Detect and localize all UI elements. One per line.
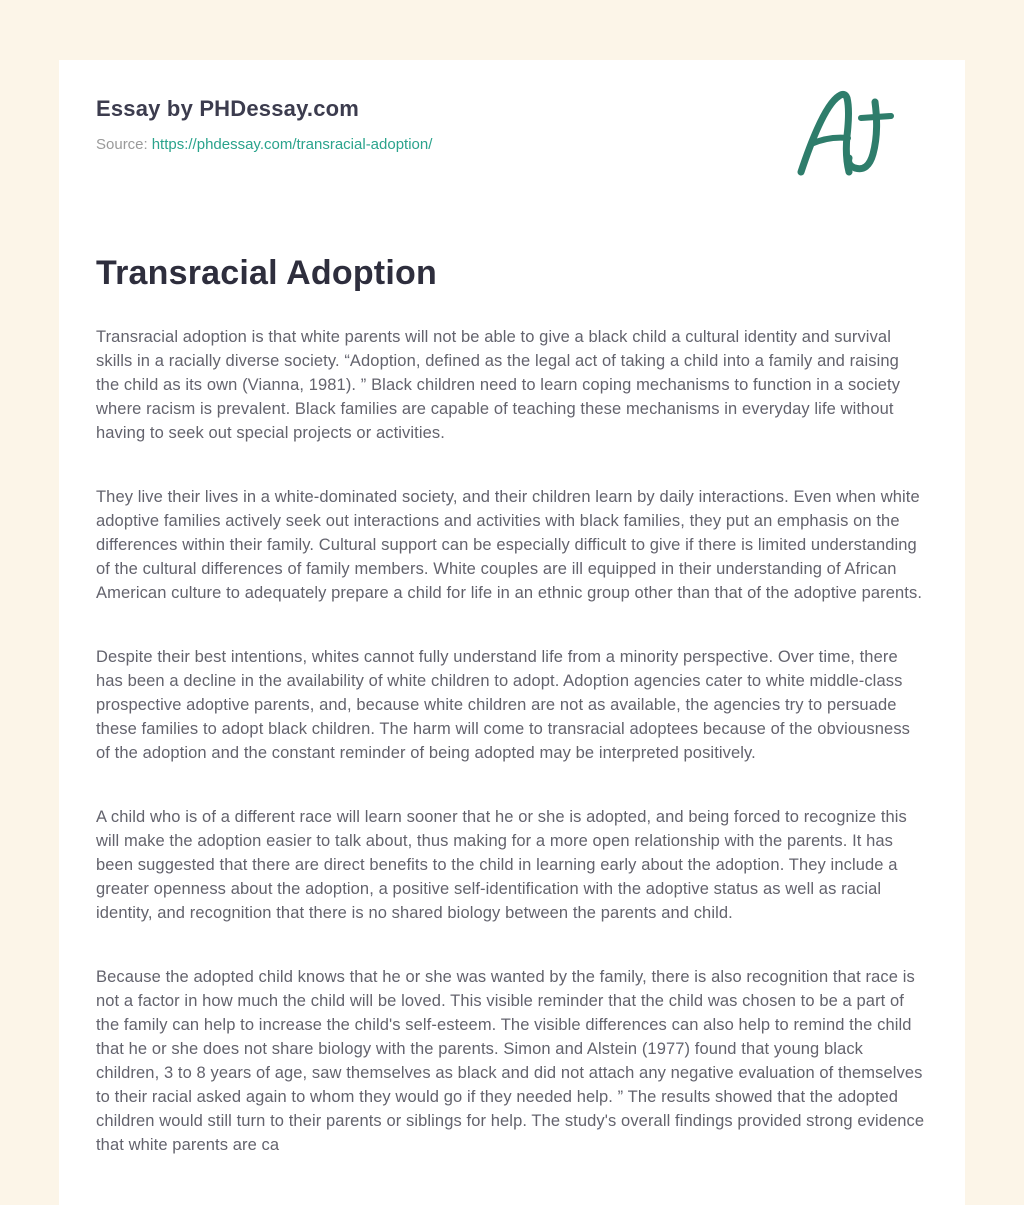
- card-header: [96, 88, 925, 180]
- essay-paragraph: Transracial adoption is that white parents will not be able to give a black child a cultural identity and survival skills in a racially diverse society. “Adoption, defined as the legal act of taking a child into a family and raising the child as its own (Vianna, 1981). ” Black children need to learn coping mechanisms to function in a society where racism is prevalent. Black families are capable of teaching these mechanisms in everyday life without having to seek out special projects or activities.: [96, 328, 901, 442]
- source-label: Source:: [96, 136, 148, 153]
- essay-paragraph: They live their lives in a white-dominated society, and their children learn by daily interactions. Even when white adoptive families actively seek out interactions and activities with black families, they put an emphasis on the differences within their family. Cultural support can be especially difficult to give if there is limited understanding of the cultural differences of family members. White couples are ill equipped in their understanding of African American culture to adequately prepare a child for life in an ethnic group other than that of the adoptive parents.: [96, 488, 923, 602]
- essay-paragraph: A child who is of a different race will learn sooner that he or she is adopted, and being forced to recognize this will make the adoption easier to talk about, thus making for a more open relationship with the parents. It has been suggested that there are direct benefits to the child in learning early about the adoption. They include a greater openness about the adoption, a positive self-identification with the adoptive status as well as racial identity, and recognition that there is no shared biology between the parents and child.: [96, 808, 907, 922]
- essay-paragraph: Despite their best intentions, whites cannot fully understand life from a minority perspective. Over time, there has been a decline in the availability of white children to adopt. Adoption agencies cater to white middle-class prospective adoptive parents, and, because white children are not as available, the agencies try to persuade these families to adopt black children. The harm will come to transracial adoptees because of the obviousness of the adoption and the constant reminder of being adopted may be interpreted positively.: [96, 648, 911, 762]
- phdessay-aplus-logo-icon: [787, 88, 897, 180]
- header-left: [96, 88, 432, 153]
- essay-card: [59, 60, 965, 1205]
- essay-paragraph: Because the adopted child knows that he or she was wanted by the family, there is also recognition that race is not a factor in how much the child will be loved. This visible reminder that the child was chosen to be a part of the family can help to increase the child's self-esteem. The visible differences can also help to remind the child that he or she does not share biology with the parents. Simon and Alstein (1977) found that young black children, 3 to 8 years of age, saw themselves as black and did not attach any negative evaluation of themselves to their racial asked again to whom they would go if they needed help. ” The results showed that the adopted children would still turn to their parents or siblings for help. The study's overall findings provided strong evidence that white parents are ca: [96, 968, 925, 1154]
- source-line: [96, 136, 432, 153]
- byline-heading: Essay by PHDessay.com: [96, 96, 360, 121]
- essay-title: Transracial Adoption: [96, 254, 437, 292]
- source-link[interactable]: https://phdessay.com/transracial-adoption/: [151, 136, 433, 153]
- essay-body: [96, 325, 925, 1157]
